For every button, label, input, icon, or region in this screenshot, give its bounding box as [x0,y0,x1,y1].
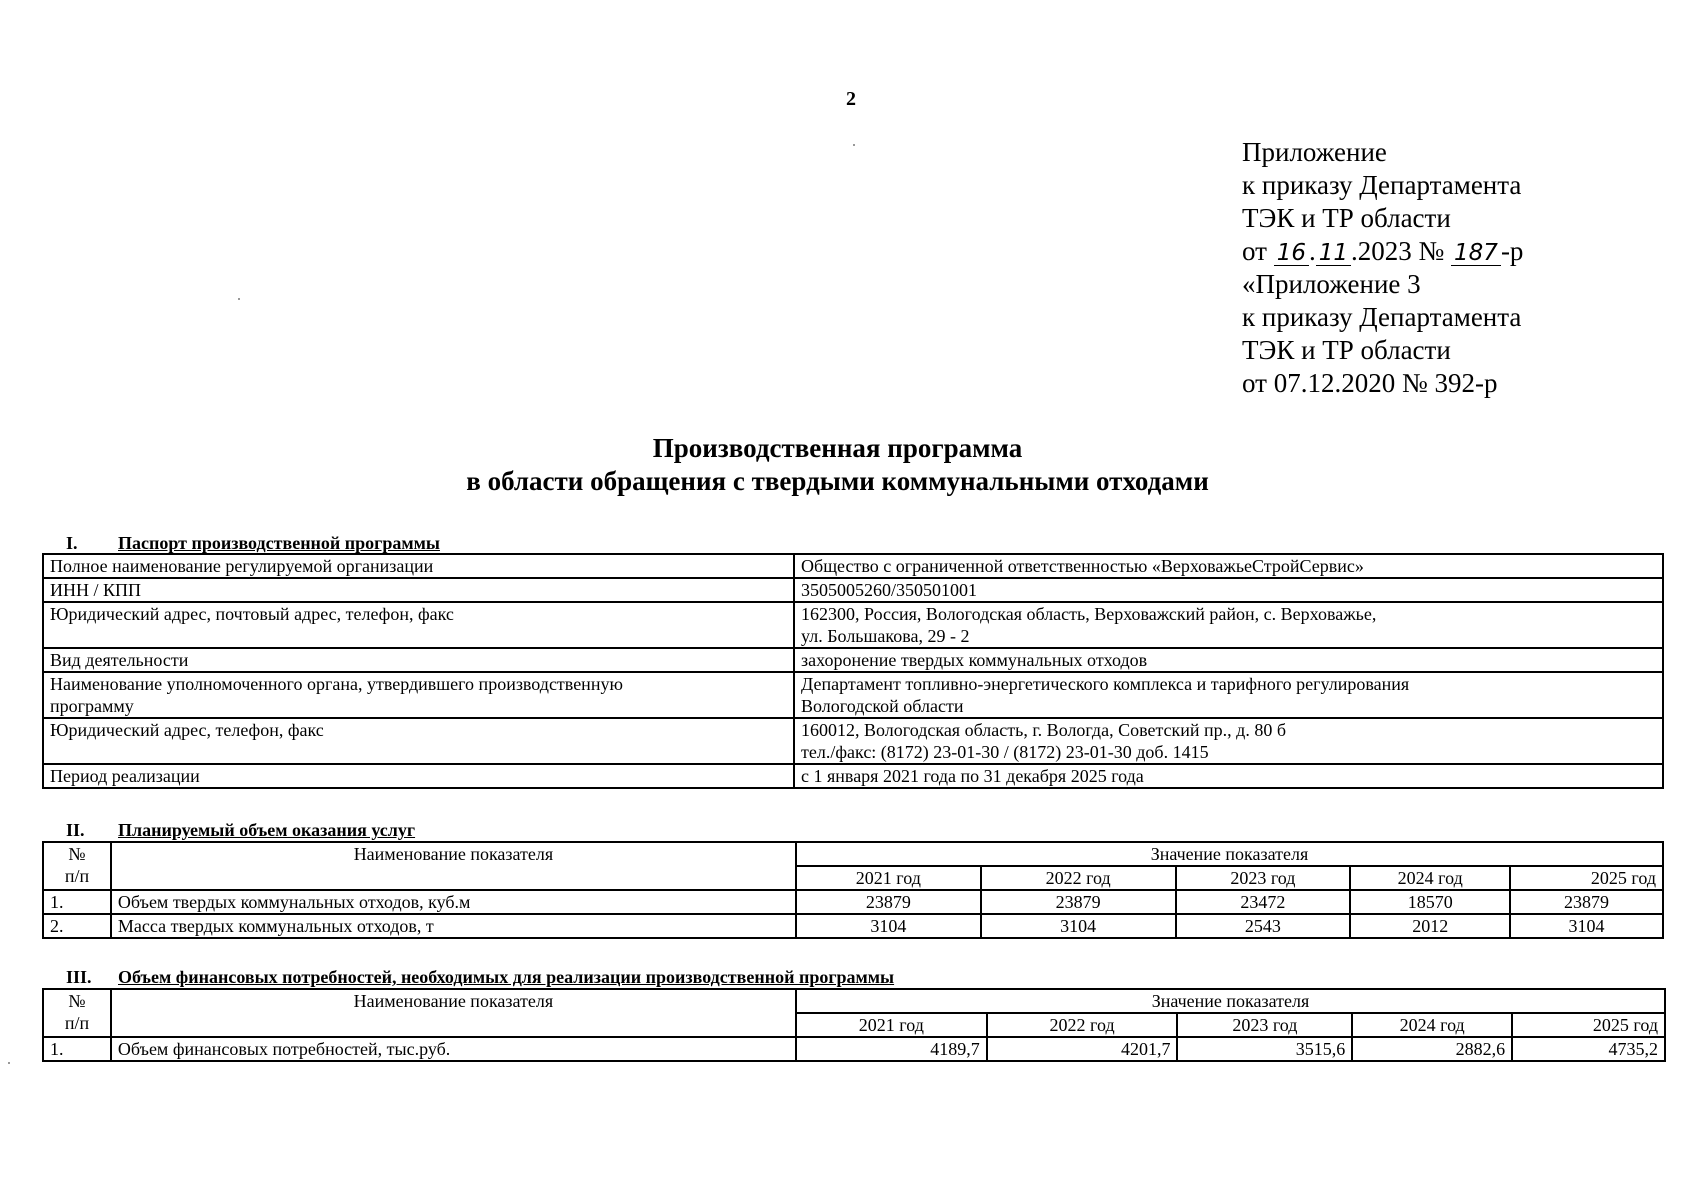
passport-label: Полное наименование регулируемой организации [43,554,794,578]
value-text: 160012, Вологодская область, г. Вологда, Советский пр., д. 80 б [801,720,1286,740]
row-name: Объем финансовых потребностей, тыс.руб. [111,1037,796,1061]
row-name: Масса твердых коммунальных отходов, т [111,914,796,938]
value-text: 162300, Россия, Вологодская область, Верховажский район, с. Верховажье, [801,604,1377,624]
passport-label [43,672,794,718]
pp-label: п/п [64,1013,90,1033]
passport-value: Общество с ограниченной ответственностью «ВерховажьеСтройСервис» [794,554,1663,578]
col-header-no [43,989,111,1037]
col-header-name: Наименование показателя [111,842,796,890]
year-header: 2022 год [981,866,1176,890]
table-row [43,554,1663,578]
order-day-handwritten: 16 [1274,241,1309,266]
section-1-heading [66,533,440,554]
page-number: 2 [846,88,856,110]
row-number: 1. [43,890,111,914]
section-2-heading [66,820,415,841]
cell-value: 23472 [1176,890,1351,914]
no-label: № [68,844,86,864]
order-dot: . [1308,236,1316,266]
table-row [43,718,1663,764]
value-text-2: Вологодской области [801,696,964,716]
table-row [43,914,1663,938]
table-row [43,602,1663,648]
table-row [43,672,1663,718]
passport-table [42,553,1664,789]
value-text-2: ул. Большакова, 29 - 2 [801,626,970,646]
passport-label: ИНН / КПП [43,578,794,602]
appendix-line: к приказу Департамента [1242,302,1522,332]
title-line-1: Производственная программа [652,433,1023,463]
table-row [43,764,1663,788]
order-number-handwritten: 187 [1451,241,1501,266]
value-text-2: тел./факс: (8172) 23-01-30 / (8172) 23-01-30 доб. 1415 [801,742,1209,762]
cell-value: 23879 [981,890,1176,914]
passport-value [794,672,1663,718]
col-header-value: Значение показателя [796,842,1663,866]
appendix-line: Приложение [1242,137,1387,167]
cell-value: 4189,7 [796,1037,987,1061]
appendix-line: ТЭК и ТР области [1242,203,1451,233]
section-3-heading [66,967,894,988]
col-header-value: Значение показателя [796,989,1665,1013]
table-header-row [43,842,1663,866]
section-number: III. [66,967,92,987]
financial-table [42,988,1666,1062]
title-line-2: в области обращения с твердыми коммунальными отходами [466,466,1209,496]
passport-label: Период реализации [43,764,794,788]
order-date-line [1242,235,1523,268]
cell-value: 3104 [1510,914,1663,938]
pp-label: п/п [64,866,90,886]
section-title: Планируемый объем оказания услуг [118,820,416,840]
passport-label: Вид деятельности [43,648,794,672]
scan-speck [853,144,855,146]
order-year: .2023 № [1351,236,1452,266]
passport-value [794,718,1663,764]
table-row [43,578,1663,602]
year-header: 2023 год [1176,866,1351,890]
section-number: II. [66,820,85,840]
col-header-no [43,842,111,890]
appendix-line: ТЭК и ТР области [1242,335,1451,365]
passport-value [794,602,1663,648]
label-text-2: программу [50,696,134,716]
year-header: 2025 год [1510,866,1663,890]
order-suffix: -р [1500,236,1524,266]
appendix-line: «Приложение 3 [1242,269,1421,299]
cell-value: 2543 [1176,914,1351,938]
row-number: 2. [43,914,111,938]
label-text: Юридический адрес, телефон, факс [50,720,324,740]
section-title: Объем финансовых потребностей, необходимых для реализации производственной программы [118,967,895,987]
passport-value: 3505005260/350501001 [794,578,1663,602]
appendix-line: к приказу Департамента [1242,170,1522,200]
passport-label [43,718,794,764]
label-text: Юридический адрес, почтовый адрес, телефон, факс [50,604,454,624]
cell-value: 2012 [1350,914,1510,938]
passport-value: захоронение твердых коммунальных отходов [794,648,1663,672]
label-text: Наименование уполномоченного органа, утвердившего производственную [50,674,623,694]
no-label: № [68,991,86,1011]
year-header: 2023 год [1177,1013,1352,1037]
section-title: Паспорт производственной программы [118,533,440,553]
table-row [43,890,1663,914]
cell-value: 4735,2 [1512,1037,1665,1061]
year-header: 2022 год [987,1013,1178,1037]
table-header-row [43,989,1665,1013]
order-prefix: от [1242,236,1274,266]
cell-value: 4201,7 [987,1037,1178,1061]
scan-speck [238,298,240,300]
section-number: I. [66,533,78,553]
cell-value: 3104 [981,914,1176,938]
row-number: 1. [43,1037,111,1061]
passport-label [43,602,794,648]
year-header: 2021 год [796,866,981,890]
table-row [43,1037,1665,1061]
services-table [42,841,1664,939]
cell-value: 3515,6 [1177,1037,1352,1061]
cell-value: 3104 [796,914,981,938]
col-header-name: Наименование показателя [111,989,796,1037]
year-header: 2024 год [1350,866,1510,890]
year-header: 2024 год [1352,1013,1512,1037]
scan-speck [8,1062,10,1064]
appendix-line: от 07.12.2020 № 392-р [1242,368,1498,398]
value-text: Департамент топливно-энергетического комплекса и тарифного регулирования [801,674,1410,694]
year-header: 2021 год [796,1013,987,1037]
passport-value: с 1 января 2021 года по 31 декабря 2025 года [794,764,1663,788]
cell-value: 23879 [1510,890,1663,914]
order-month-handwritten: 11 [1316,241,1351,266]
table-row [43,648,1663,672]
row-name: Объем твердых коммунальных отходов, куб.м [111,890,796,914]
cell-value: 2882,6 [1352,1037,1512,1061]
appendix-block [1242,136,1523,400]
cell-value: 18570 [1350,890,1510,914]
year-header: 2025 год [1512,1013,1665,1037]
cell-value: 23879 [796,890,981,914]
document-title [0,432,1695,498]
